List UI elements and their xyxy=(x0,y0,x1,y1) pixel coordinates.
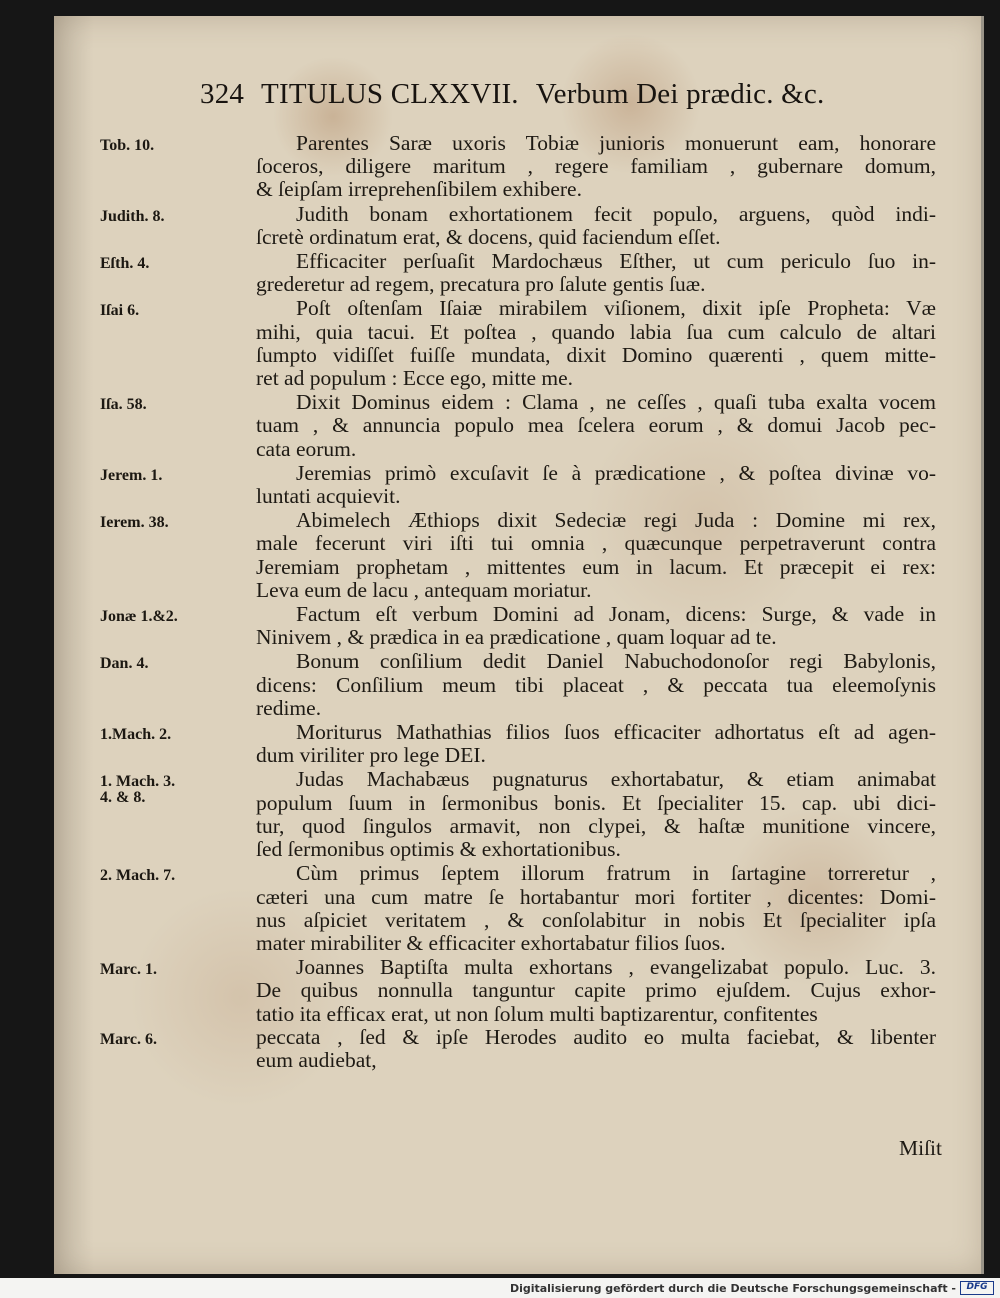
entry xyxy=(100,956,940,1026)
entry xyxy=(100,721,940,767)
reference-line: 1. Mach. 3. xyxy=(100,773,176,791)
entry xyxy=(100,509,940,602)
text-line: mihi, quia tacui. Et poſtea , quando labia ſua cum calculo de altari xyxy=(256,319,936,344)
entry-text xyxy=(256,132,936,202)
text-line: luntati acquievit. xyxy=(256,484,401,509)
text-line: eum audiebat, xyxy=(256,1047,377,1072)
header-subtitle: Verbum Dei prædic. &c. xyxy=(535,78,825,110)
marginal-reference xyxy=(100,868,200,884)
text-line: Dixit Dominus eidem : Clama , ne ceſſes , quaſi tuba exalta vocem xyxy=(296,390,936,415)
text-line: tuam , & annuncia populo mea ſcelera eorum , & domui Jacob pec- xyxy=(256,413,936,438)
text-line: Parentes Saræ uxoris Tobiæ junioris monuerunt eam, honorare xyxy=(296,131,936,155)
marginal-reference xyxy=(100,727,200,743)
entry xyxy=(100,768,940,861)
marginal-reference xyxy=(100,397,200,413)
entry xyxy=(100,203,940,249)
entry-text xyxy=(256,650,936,720)
text-line: Leva eum de lacu , antequam moriatur. xyxy=(256,577,592,602)
entry xyxy=(100,462,940,508)
marginal-reference xyxy=(100,774,200,806)
reference-line: 2. Mach. 7. xyxy=(100,867,176,885)
reference-line: Judith. 8. xyxy=(100,207,165,225)
marginal-reference xyxy=(100,1032,200,1048)
marginal-reference xyxy=(100,468,200,484)
entry xyxy=(100,132,940,202)
text-line: Cùm primus ſeptem illorum fratrum in ſartagine torreretur , xyxy=(296,861,936,886)
reference-line: Jonæ 1.&2. xyxy=(100,608,178,626)
header-title: TITULUS CLXXVII. xyxy=(261,78,519,110)
text-line: nus aſpiciet veritatem , & conſolabitur in nobis Et ſpecialiter ipſa xyxy=(256,907,936,932)
entry xyxy=(100,650,940,720)
entry-text xyxy=(256,603,936,649)
text-line: cæteri una cum matre ſe hortabantur mori fortiter , dicentes: Domi- xyxy=(256,884,936,909)
marginal-reference xyxy=(100,209,200,225)
marginal-reference xyxy=(100,256,200,272)
entry xyxy=(100,250,940,296)
text-line: Jeremias primò excuſavit ſe à prædicatione , & poſtea divinæ vo- xyxy=(296,460,936,485)
entry-text xyxy=(256,862,936,955)
text-line: redime. xyxy=(256,695,322,720)
text-line: Poſt oſtenſam Iſaiæ mirabilem viſionem, dixit ipſe Propheta: Væ xyxy=(296,296,936,321)
text-line: ſed ſermonibus optimis & exhortationibus. xyxy=(256,837,621,862)
reference-line: Tob. 10. xyxy=(100,137,155,154)
reference-line: Jerem. 1. xyxy=(100,466,163,484)
running-header xyxy=(200,78,900,111)
text-line: Bonum conſilium dedit Daniel Nabuchodonoſor regi Babylonis, xyxy=(296,649,936,674)
text-line: Ninivem , & prædica in ea prædicatione , quam loquar ad te. xyxy=(256,625,777,650)
text-line: cata eorum. xyxy=(256,436,357,461)
text-line: De quibus nonnulla tanguntur capite primo ejuſdem. Cujus exhor- xyxy=(256,978,936,1003)
marginal-reference xyxy=(100,962,200,978)
marginal-reference xyxy=(100,609,200,625)
entry-text xyxy=(256,721,936,767)
text-line: male fecerunt viri iſti tui omnia , quæcunque perpetraverunt contra xyxy=(256,531,936,556)
text-line: grederetur ad regem, precatura pro ſalute gentis ſuæ. xyxy=(256,272,706,297)
text-line: Abimelech Æthiops dixit Sedeciæ regi Juda : Domine mi rex, xyxy=(296,508,936,533)
reference-line: 1.Mach. 2. xyxy=(100,726,172,744)
entry-text xyxy=(256,956,936,1026)
entry xyxy=(100,862,940,955)
text-line: dicens: Conſilium meum tibi placeat , & peccata tua eleemoſynis xyxy=(256,672,936,697)
text-line: Joannes Baptiſta multa exhortans , evangelizabat populo. Luc. 3. xyxy=(296,955,936,980)
marginal-reference xyxy=(100,303,200,319)
entry-text xyxy=(256,297,936,390)
entries-list xyxy=(100,132,940,1072)
entry xyxy=(100,297,940,390)
entry-text xyxy=(256,203,936,249)
entry-text xyxy=(256,1026,936,1072)
marginal-reference xyxy=(100,138,200,154)
text-line: Judith bonam exhortationem fecit populo, arguens, quòd indi- xyxy=(296,201,936,226)
text-line: ſumpto vidiſſet fuiſſe mundata, dixit Domino quærenti , quem mitte- xyxy=(256,342,936,367)
catchword: Miſit xyxy=(898,1136,942,1160)
reference-line: Dan. 4. xyxy=(100,655,149,673)
text-line: & ſeipſam irreprehenſibilem exhibere. xyxy=(256,177,582,202)
entry-text xyxy=(256,391,936,461)
text-line: ſcretè ordinatum erat, & docens, quid faciendum eſſet. xyxy=(256,224,721,249)
reference-line: Marc. 1. xyxy=(100,961,158,979)
text-line: dum viriliter pro lege DEI. xyxy=(256,743,486,768)
entry xyxy=(100,1026,940,1072)
text-line: tur, quod ſingulos armavit, non clypei, & haſtæ munitione vincere, xyxy=(256,813,936,838)
reference-line: Marc. 6. xyxy=(100,1030,158,1048)
text-line: Efficaciter perſuaſit Mardochæus Eſther, ut cum periculo ſuo in- xyxy=(296,249,936,274)
entry xyxy=(100,391,940,461)
text-line: Jeremiam prophetam , mittentes eum in lacum. Et præcepit ei rex: xyxy=(256,554,936,579)
text-line: Judas Machabæus pugnaturus exhortabatur, & etiam animabat xyxy=(296,767,936,792)
entry xyxy=(100,603,940,649)
page-edge xyxy=(981,16,984,1274)
text-line: mater mirabiliter & efficaciter exhortabatur filios ſuos. xyxy=(256,930,726,955)
marginal-reference xyxy=(100,656,200,672)
entry-text xyxy=(256,509,936,602)
text-line: populum ſuum in ſermonibus bonis. Et ſpecialiter 15. cap. ubi dici- xyxy=(256,790,936,815)
marginal-reference xyxy=(100,515,200,531)
text-line: ret ad populum : Ecce ego, mitte me. xyxy=(256,366,574,391)
text-line: tatio ita efficax erat, ut non ſolum multi baptizarentur, confitentes xyxy=(256,1001,818,1026)
dfg-logo: DFG xyxy=(960,1281,994,1295)
text-line: ſoceros, diligere maritum , regere familiam , gubernare domum, xyxy=(256,154,936,179)
entry-text xyxy=(256,250,936,296)
text-line: peccata , ſed & ipſe Herodes audito eo multa faciebat, & libenter xyxy=(256,1024,936,1049)
text-line: Factum eſt verbum Domini ad Jonam, dicens: Surge, & vade in xyxy=(296,602,936,627)
reference-line: Iſa. 58. xyxy=(100,396,147,414)
text-line: Moriturus Mathathias filios ſuos efficaciter adhortatus eſt ad agen- xyxy=(296,720,936,745)
entry-text xyxy=(256,462,936,508)
page-number: 324 xyxy=(200,78,245,110)
reference-line: Iſai 6. xyxy=(100,302,140,320)
reference-line: 4. & 8. xyxy=(100,789,146,807)
reference-line: Eſth. 4. xyxy=(100,255,150,273)
digitization-credit: Digitalisierung gefördert durch die Deutsche Forschungsgemeinschaft - xyxy=(509,1282,956,1295)
entry-text xyxy=(256,768,936,861)
reference-line: Ierem. 38. xyxy=(100,514,169,532)
